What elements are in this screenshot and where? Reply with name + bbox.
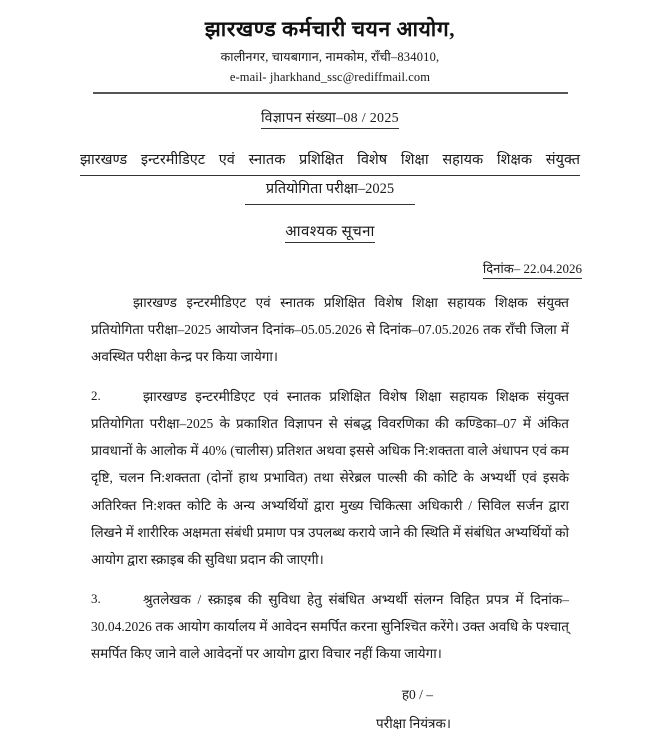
signatory-designation: परीक्षा नियंत्रक।	[376, 715, 451, 731]
paragraph-2	[91, 383, 569, 574]
letterhead	[0, 0, 660, 94]
paragraph-1	[91, 289, 569, 371]
paragraph-2-number: 2.	[91, 387, 101, 403]
exam-title	[80, 147, 580, 205]
paragraph-1-text: झारखण्ड इन्टरमीडिएट एवं स्नातक प्रशिक्षित विशेष शिक्षा सहायक शिक्षक संयुक्त प्रतियोगिता परीक्षा–2025 आयोजन दिनांक–05.05.2026 से दिनांक–07.05.2026 तक राँची जिला में अवस्थित परीक्षा केन्द्र पर किया जायेगा।	[91, 294, 569, 365]
paragraph-3-number: 3.	[91, 590, 101, 606]
date-row	[0, 259, 660, 279]
title-block	[0, 108, 660, 243]
paragraph-3-text: श्रुतलेखक / स्क्राइब की सुविधा हेतु संबंधित अभ्यर्थी संलग्न विहित प्रपत्र में दिनांक–30.04.2026 तक आयोग कार्यालय में आवेदन समर्पित करना सुनिश्चित करेंगे। उक्त अवधि के पश्चात् समर्पित किए जाने वाले आवेदनों पर आयोग द्वारा विचार नहीं किया जायेगा।	[91, 591, 569, 662]
document-body	[91, 279, 569, 738]
paragraph-2-text: झारखण्ड इन्टरमीडिएट एवं स्नातक प्रशिक्षित विशेष शिक्षा सहायक शिक्षक संयुक्त प्रतियोगिता परीक्षा–2025 के प्रकाशित विज्ञापन से संबद्ध विवरणिका की कण्डिका–07 में अंकित प्रावधानों के आलोक में 40% (चालीस) प्रतिशत अथवा इससे अधिक नि:शक्तता वाले अंधापन एवं कम दृष्टि, चलन नि:शक्तता (दोनों हाथ प्रभावित) तथा सेरेब्रल पाल्सी की कोटि के अभ्यर्थी एवं इसके अतिरिक्त नि:शक्त कोटि के अन्य अभ्यर्थियों द्वारा मुख्य चिकित्सा अधिकारी / सिविल सर्जन द्वारा लिखने में शारीरिक अक्षमता संबंधी प्रमाण पत्र उपलब्ध कराये जाने की स्थिति में संबंधित अभ्यर्थियों को आयोग द्वारा स्क्राइब की सुविधा प्रदान की जाएगी।	[91, 388, 569, 568]
header-divider	[93, 92, 568, 94]
document-date: दिनांक– 22.04.2026	[483, 259, 582, 279]
organization-email: e-mail- jharkhand_ssc@rediffmail.com	[229, 70, 431, 85]
signature-mark: ह0 / –	[401, 687, 433, 703]
organization-name: झारखण्ड कर्मचारी चयन आयोग,	[204, 17, 456, 41]
paragraph-3	[91, 586, 569, 668]
exam-title-line-2: प्रतियोगिता परीक्षा–2025	[245, 176, 415, 205]
advertisement-number: विज्ञापन संख्या–08 / 2025	[261, 108, 399, 129]
notice-heading: आवश्यक सूचना	[285, 221, 375, 243]
organization-address: कालीनगर, चायबागान, नामकोम, राँची–834010,	[220, 50, 440, 65]
exam-title-line-1: झारखण्ड इन्टरमीडिएट एवं स्नातक प्रशिक्षित विशेष शिक्षा सहायक शिक्षक संयुक्त	[80, 147, 580, 176]
